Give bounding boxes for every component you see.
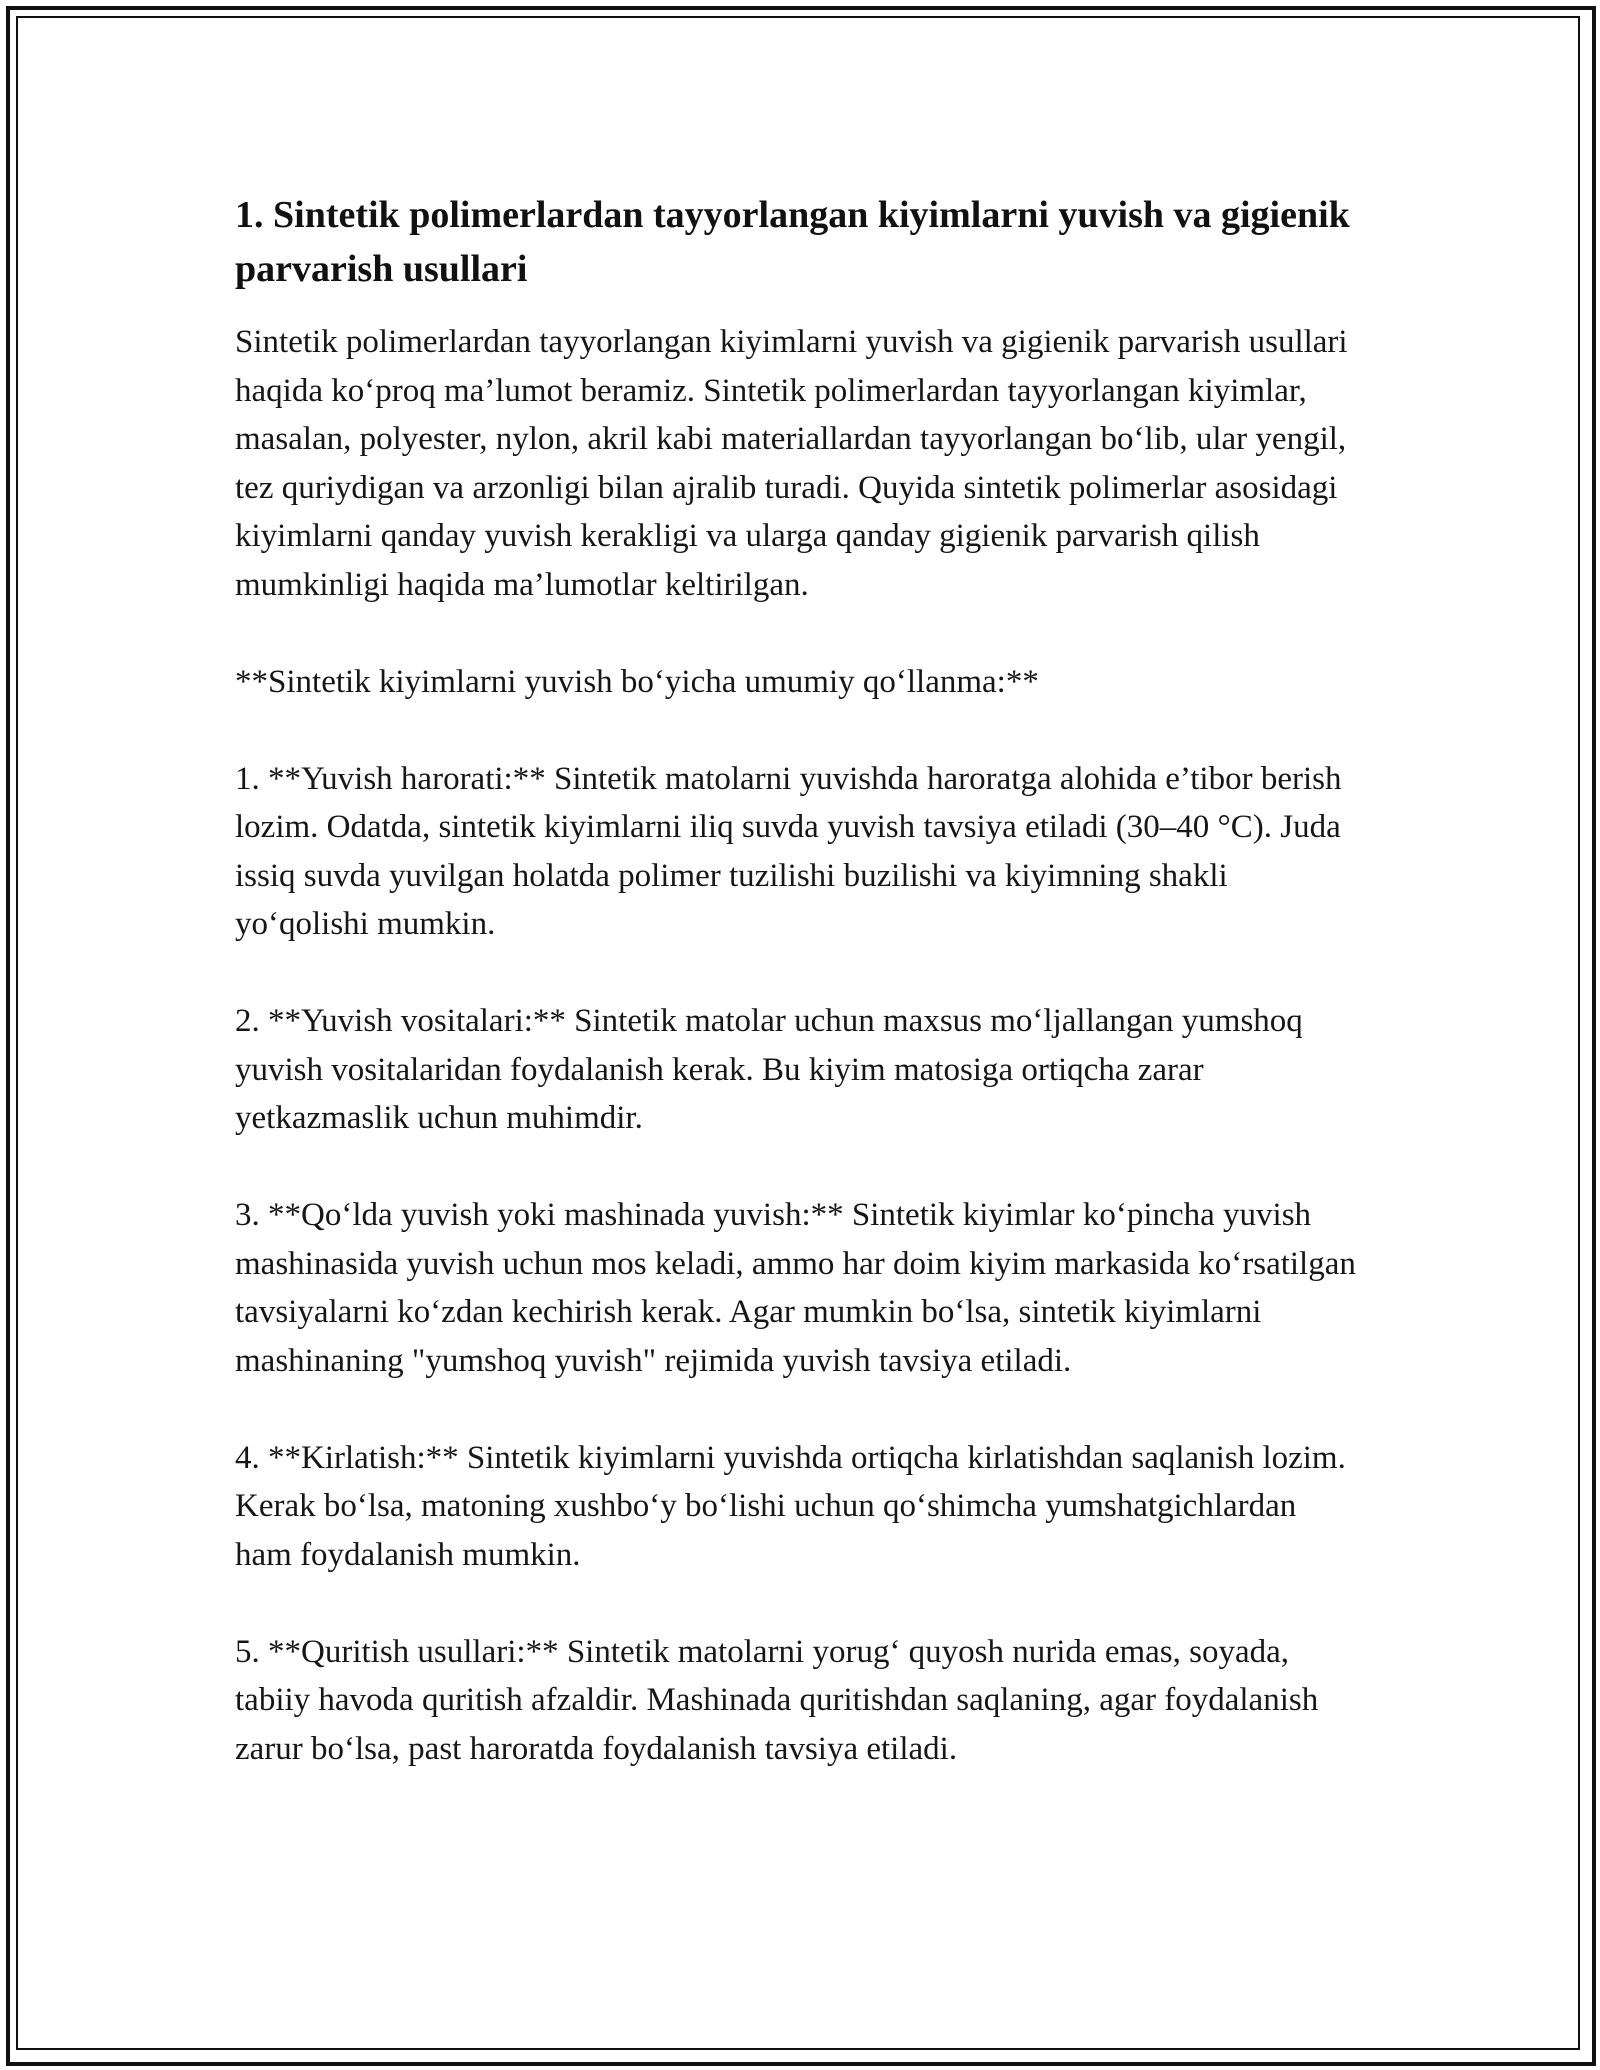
guide-item-drying: 5. **Quritish usullari:** Sintetik matolarni yorug‘ quyosh nurida emas, soyada, tabiiy havoda quritish afzaldir. Mashinada quritishdan saqlaning, agar foydalanish zarur bo‘lsa, past haroratda foydalanish tavsiya etiladi.: [235, 1633, 1319, 1767]
intro-paragraph: Sintetik polimerlardan tayyorlangan kiyimlarni yuvish va gigienik parvarish usullari haqida ko‘proq ma’lumot beramiz. Sintetik polimerlardan tayyorlangan kiyimlar, masalan, polyester, nylon, akril kabi materiallardan tayyorlangan bo‘lib, ular yengil, tez quriydigan va arzonligi bilan ajralib turadi. Quyida sintetik polimerlar asosidagi kiyimlarni qanday yuvish kerakligi va ularga qanday gigienik parvarish qilish mumkinligi haqida ma’lumotlar keltirilgan.: [235, 324, 1348, 603]
guide-item-hand-or-machine-wash: 3. **Qo‘lda yuvish yoki mashinada yuvish:** Sintetik kiyimlar ko‘pincha yuvish mashinasida yuvish uchun mos keladi, ammo har doim kiyim markasida ko‘rsatilgan tavsiyalarni ko‘zdan kechirish kerak. Agar mumkin bo‘lsa, sintetik kiyimlarni mashinaning "yumshoq yuvish" rejimida yuvish tavsiya etiladi.: [235, 1197, 1356, 1379]
document-body: [235, 188, 1360, 1773]
guide-item-temperature: 1. **Yuvish harorati:** Sintetik matolarni yuvishda haroratga alohida e’tibor berish lozim. Odatda, sintetik kiyimlarni iliq suvda yuvish tavsiya etiladi (30–40 °C). Juda issiq suvda yuvilgan holatda polimer tuzilishi buzilishi va kiyimning shakli yo‘qolishi mumkin.: [235, 760, 1342, 942]
guide-heading: **Sintetik kiyimlarni yuvish bo‘yicha umumiy qo‘llanma:**: [235, 663, 1039, 700]
document-title: 1. Sintetik polimerlardan tayyorlangan kiyimlarni yuvish va gigienik parvarish usullari: [235, 194, 1350, 290]
guide-item-soiling: 4. **Kirlatish:** Sintetik kiyimlarni yuvishda ortiqcha kirlatishdan saqlanish lozim. Kerak bo‘lsa, matoning xushbo‘y bo‘lishi uchun qo‘shimcha yumshatgichlardan ham foydalanish mumkin.: [235, 1439, 1346, 1573]
guide-item-detergents: 2. **Yuvish vositalari:** Sintetik matolar uchun maxsus mo‘ljallangan yumshoq yuvish vositalaridan foydalanish kerak. Bu kiyim matosiga ortiqcha zarar yetkazmaslik uchun muhimdir.: [235, 1003, 1303, 1136]
